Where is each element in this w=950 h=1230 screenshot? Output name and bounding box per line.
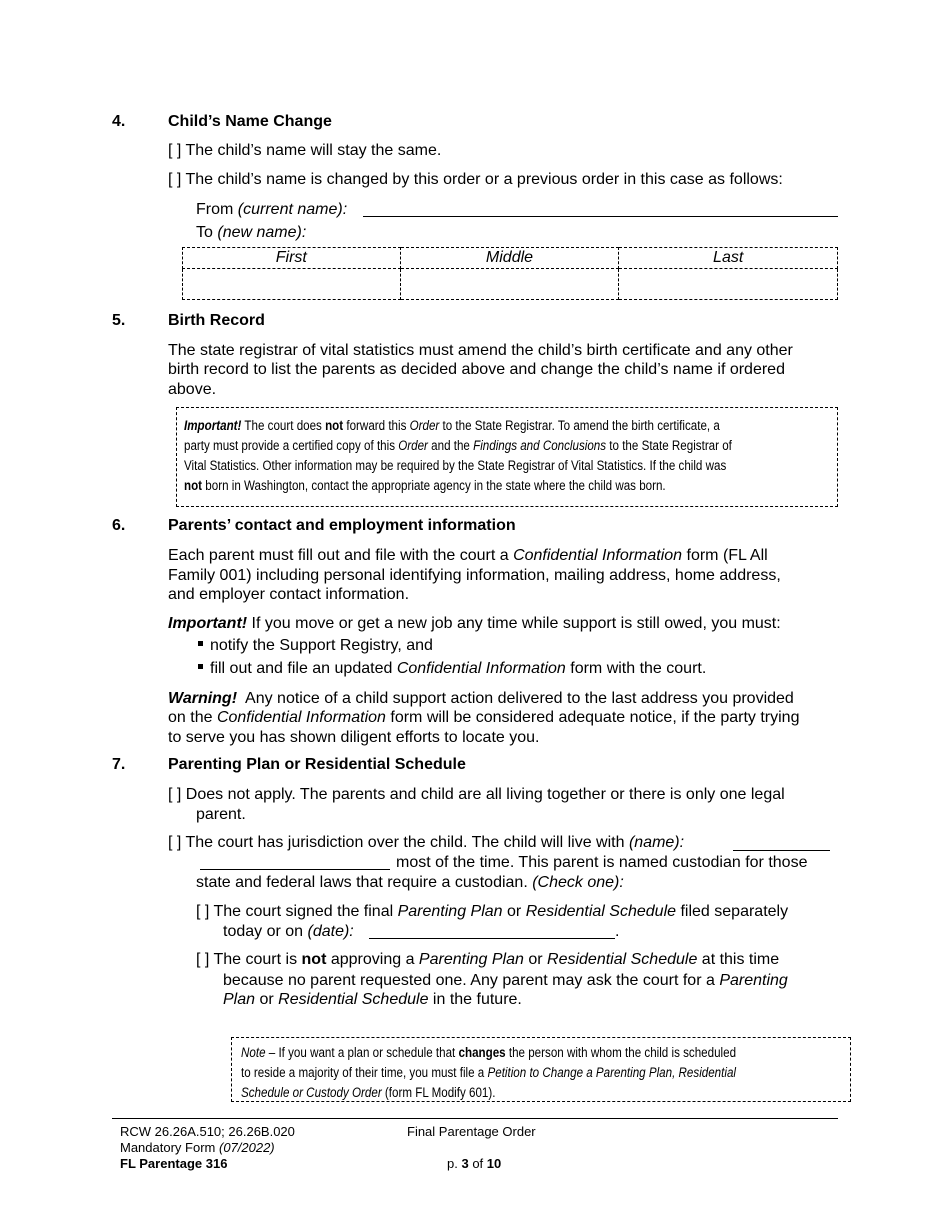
option-court-jurisdiction[interactable]: [ ] The court has jurisdiction over the child. The child will live with (name): <box>168 834 685 851</box>
contact-info-line-2: Family 001) including personal identifying information, mailing address, home address, <box>168 567 781 584</box>
custodian-line-3: state and federal laws that require a custodian. (Check one): <box>196 874 624 891</box>
birth-record-line-3: above. <box>168 381 217 398</box>
option-plan-signed[interactable]: [ ] The court signed the final Parenting Plan or Residential Schedule filed separately <box>196 903 789 920</box>
option-name-stays-same[interactable]: [ ] The child’s name will stay the same. <box>168 142 442 159</box>
section-5-number: 5. <box>112 312 126 329</box>
birth-record-important-note: Important! The court does not forward this Order to the State Registrar. To amend the birth certificate, a party must provide a certified copy of this Order and the Findings and Conclusions to the State Registrar of Vital Statistics. Other information may be required by the State Registrar of Vital Statistics. If the child was not born in Washington, contact the appropriate agency in the state where the child was born. <box>176 407 838 507</box>
middle-name-field[interactable] <box>400 269 619 300</box>
to-label: To (new name): <box>196 224 307 241</box>
option-does-not-apply[interactable]: [ ] Does not apply. The parents and child are all living together or there is only one legal <box>168 786 785 803</box>
section-6-number: 6. <box>112 517 126 534</box>
plan-not-approved-line-3: Plan or Residential Schedule in the future. <box>223 991 522 1008</box>
section-7-number: 7. <box>112 756 126 773</box>
important-move-notice: Important! If you move or get a new job any time while support is still owed, you must: <box>168 615 781 632</box>
footer-form-id: FL Parentage 316 <box>120 1156 228 1171</box>
birth-record-line-2: birth record to list the parents as decided above and change the child’s name if ordered <box>168 361 785 378</box>
plan-not-approved-line-2: because no parent requested one. Any parent may ask the court for a Parenting <box>223 972 788 989</box>
contact-info-line-1: Each parent must fill out and file with the court a Confidential Information form (FL All <box>168 547 768 564</box>
middle-name-header: Middle <box>400 248 619 269</box>
footer-divider <box>112 1118 838 1119</box>
option-plan-not-approved[interactable]: [ ] The court is not approving a Parenting Plan or Residential Schedule at this time <box>196 951 780 968</box>
footer-title: Final Parentage Order <box>407 1124 536 1139</box>
section-4-number: 4. <box>112 113 126 130</box>
bullet-notify-registry: notify the Support Registry, and <box>198 637 433 655</box>
warning-line-2: on the Confidential Information form will be considered adequate notice, if the party trying <box>168 709 800 726</box>
plan-date-period: . <box>615 923 620 940</box>
section-5-title: Birth Record <box>168 312 265 329</box>
first-name-header: First <box>183 248 401 269</box>
custodian-name-field-2[interactable] <box>200 869 390 870</box>
modify-plan-note: Note – If you want a plan or schedule that changes the person with whom the child is scheduled to reside a majority of their time, you must file a Petition to Change a Parenting Plan, Residential Schedule or Custody Order (form FL Modify 601). <box>231 1037 851 1102</box>
warning-line-3: to serve you has shown diligent efforts to locate you. <box>168 729 540 746</box>
footer-mandatory: Mandatory Form (07/2022) <box>120 1140 275 1155</box>
custodian-name-field-1[interactable] <box>733 850 830 851</box>
birth-record-line-1: The state registrar of vital statistics must amend the child’s birth certificate and any other <box>168 342 793 359</box>
new-name-table <box>182 247 838 300</box>
last-name-header: Last <box>619 248 838 269</box>
section-4-title: Child’s Name Change <box>168 113 332 130</box>
from-label: From (current name): <box>196 201 348 218</box>
contact-info-line-3: and employer contact information. <box>168 586 410 603</box>
plan-date-field[interactable] <box>369 938 615 939</box>
warning-line-1: Warning! Any notice of a child support action delivered to the last address you provided <box>168 690 794 707</box>
plan-signed-date-label: today or on (date): <box>223 923 354 940</box>
option-does-not-apply-cont: parent. <box>196 806 246 823</box>
custodian-line-2: most of the time. This parent is named custodian for those <box>396 854 808 871</box>
footer-rcw: RCW 26.26A.510; 26.26B.020 <box>120 1124 295 1139</box>
footer-page-number: p. 3 of 10 <box>447 1156 502 1171</box>
section-7-title: Parenting Plan or Residential Schedule <box>168 756 466 773</box>
section-6-title: Parents’ contact and employment information <box>168 517 516 534</box>
option-name-changed[interactable]: [ ] The child’s name is changed by this order or a previous order in this case as follows: <box>168 171 783 188</box>
last-name-field[interactable] <box>619 269 838 300</box>
bullet-update-form: fill out and file an updated Confidential Information form with the court. <box>198 660 706 678</box>
first-name-field[interactable] <box>183 269 401 300</box>
current-name-field[interactable] <box>363 216 838 217</box>
